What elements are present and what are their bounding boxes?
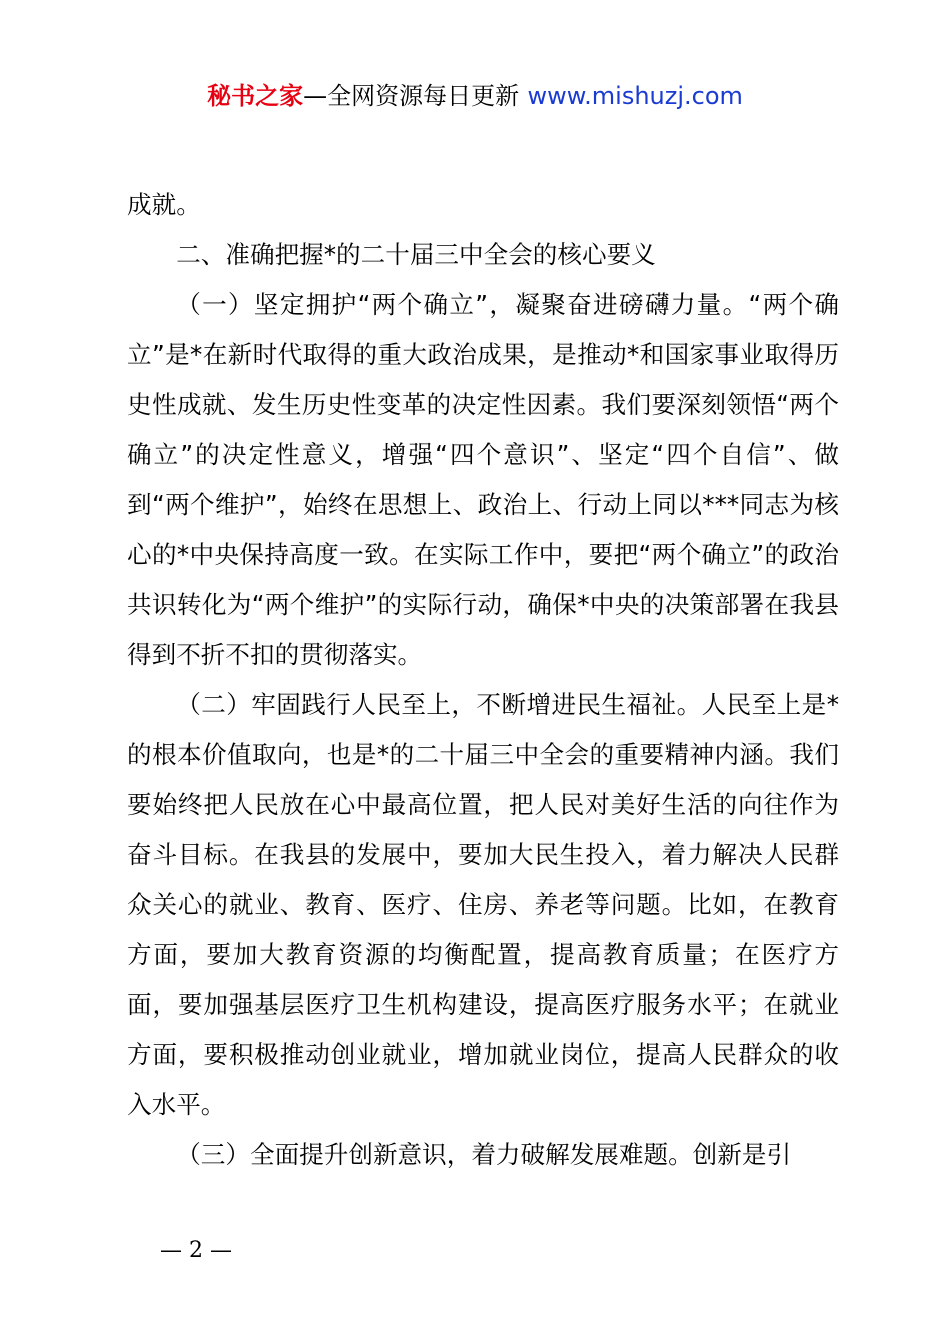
paragraph-3: （三）全面提升创新意识，着力破解发展难题。创新是引 (176, 1140, 792, 1169)
site-url-link[interactable]: www.mishuzj.com (527, 82, 743, 110)
page-number: — 2 — (160, 1238, 232, 1263)
header-tagline: —全网资源每日更新 (303, 82, 520, 110)
site-header (0, 80, 950, 112)
section-heading: 二、准确把握*的二十届三中全会的核心要义 (176, 240, 656, 269)
brand-name: 秘书之家 (207, 82, 304, 110)
document-body (127, 180, 839, 1180)
paragraph-2: （二）牢固践行人民至上，不断增进民生福祉。人民至上是*的根本价值取向，也是*的二十届三中全会的重要精神内涵。我们要始终把人民放在心中最高位置，把人民对美好生活的向往作为奋斗目标。在我县的发展中，要加大民生投入，着力解决人民群众关心的就业、教育、医疗、住房、养老等问题。比如，在教育方面，要加大教育资源的均衡配置，提高教育质量；在医疗方面，要加强基层医疗卫生机构建设，提高医疗服务水平；在就业方面，要积极推动创业就业，增加就业岗位，提高人民群众的收入水平。 (127, 690, 839, 1119)
paragraph-continuation: 成就。 (127, 190, 201, 219)
paragraph-1: （一）坚定拥护“两个确立”，凝聚奋进磅礴力量。“两个确立”是*在新时代取得的重大政治成果，是推动*和国家事业取得历史性成就、发生历史性变革的决定性因素。我们要深刻领悟“两个确立”的决定性意义，增强“四个意识”、坚定“四个自信”、做到“两个维护”，始终在思想上、政治上、行动上同以***同志为核心的*中央保持高度一致。在实际工作中，要把“两个确立”的政治共识转化为“两个维护”的实际行动，确保*中央的决策部署在我县得到不折不扣的贯彻落实。 (127, 290, 839, 669)
